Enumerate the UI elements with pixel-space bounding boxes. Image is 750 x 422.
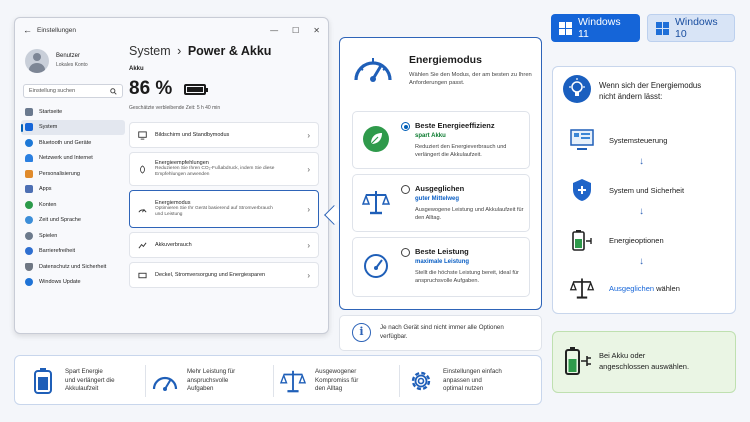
control-panel-icon <box>569 127 595 153</box>
benefit-text: Mehr Leistung für anspruchsvolle Aufgaben <box>187 368 236 393</box>
radio-selected[interactable] <box>401 122 410 131</box>
chevron-right-icon: › <box>307 130 310 140</box>
gear-icon <box>407 367 435 395</box>
divider <box>273 365 274 397</box>
battery-plug-icon <box>563 344 593 378</box>
battery-icon <box>184 84 206 95</box>
sidebar-item-konten[interactable]: Konten <box>21 197 125 213</box>
scale-icon <box>569 275 595 301</box>
lightbulb-icon <box>563 75 591 103</box>
sidebar-item-apps[interactable]: Apps <box>21 182 125 198</box>
chart-icon <box>138 241 147 250</box>
minimize-button[interactable]: — <box>270 25 279 35</box>
account-icon <box>25 201 33 209</box>
card-title: Akkuverbrauch <box>155 242 192 248</box>
scale-icon <box>361 187 391 217</box>
divider <box>399 365 400 397</box>
sidebar-item-personalisierung[interactable]: Personalisierung <box>21 166 125 182</box>
divider <box>145 365 146 397</box>
benefit-text: Ausgewogener Kompromiss für den Alltag <box>315 368 359 393</box>
benefit-einstellungen <box>407 363 502 399</box>
title-bar <box>15 18 328 42</box>
shield-icon <box>25 263 33 271</box>
energiemodus-panel <box>339 37 542 310</box>
card-energieempfehlungen[interactable] <box>129 152 319 186</box>
card-energiemodus[interactable] <box>129 190 319 228</box>
panel-description: Wählen Sie den Modus, der am besten zu Ihren Anforderungen passt. <box>409 72 532 86</box>
brush-icon <box>25 170 33 178</box>
card-deckel[interactable] <box>129 262 319 288</box>
badge-label: Windows 11 <box>578 16 621 40</box>
accessibility-icon <box>25 247 33 255</box>
option-ausgeglichen[interactable] <box>352 174 530 232</box>
battery-percent: 86 % <box>129 78 173 99</box>
benefit-kompromiss <box>279 363 358 399</box>
main-content <box>129 42 329 288</box>
home-icon <box>25 108 33 116</box>
windows-11-badge <box>551 14 640 42</box>
option-description: Ausgewogene Leistung und Akkulaufzeit für den Alltag. <box>415 207 524 221</box>
troubleshoot-panel <box>552 66 736 314</box>
card-title: Bildschirm und Standbymodus <box>155 132 230 138</box>
gauge-icon <box>361 250 391 280</box>
option-beste-leistung[interactable] <box>352 237 530 297</box>
benefit-energie <box>29 363 115 399</box>
search-input[interactable] <box>23 84 123 98</box>
option-description: Reduziert den Energieverbrauch und verlängert die Akkulaufzeit. <box>415 144 507 158</box>
benefits-strip <box>14 355 542 405</box>
search-placeholder: Einstellung suchen <box>29 88 76 94</box>
breadcrumb <box>129 44 329 58</box>
step-label: Energieoptionen <box>609 235 664 245</box>
settings-window <box>14 17 329 334</box>
update-icon <box>25 278 33 286</box>
card-subtitle: Optimieren Sie Ihr Gerät basierend auf Stromverbrauch und Leistung <box>155 206 273 217</box>
step-label: Ausgeglichen wählen <box>609 283 680 293</box>
leaf-icon <box>361 124 391 154</box>
akku-hint-text: Bei Akku oder angeschlossen auswählen. <box>599 351 690 371</box>
sidebar-item-zeit[interactable]: Zeit und Sprache <box>21 213 125 229</box>
step-label: Systemsteuerung <box>609 135 668 145</box>
chevron-right-icon: › <box>307 240 310 250</box>
gauge-icon <box>151 367 179 395</box>
sidebar-nav <box>15 104 125 290</box>
akku-heading: Akku <box>129 66 144 72</box>
back-arrow-icon[interactable]: ← <box>23 25 32 35</box>
note-text: Je nach Gerät sind nicht immer alle Optionen verfügbar. <box>380 324 504 340</box>
maximize-button[interactable]: ☐ <box>292 25 300 35</box>
system-icon <box>25 123 33 131</box>
step-energieoptionen <box>569 227 729 253</box>
clock-icon <box>25 216 33 224</box>
battery-icon <box>29 367 57 395</box>
card-bildschirm[interactable] <box>129 122 319 148</box>
page-title: Power & Akku <box>187 44 272 58</box>
option-subtitle: guter Mittelweg <box>415 196 460 202</box>
option-beste-energieeffizienz[interactable] <box>352 111 530 169</box>
step-system-sicherheit <box>569 177 729 203</box>
sidebar-item-bluetooth[interactable]: Bluetooth und Geräte <box>21 135 125 151</box>
chevron-right-icon: › <box>307 204 310 214</box>
monitor-icon <box>138 131 147 140</box>
bluetooth-icon <box>25 139 33 147</box>
card-subtitle: Reduzieren Sie Ihren CO₂-Fußabdruck, indem Sie diese Empfehlungen anwenden <box>155 166 275 177</box>
benefit-text: Einstellungen einfach anpassen und optimal nutzen <box>443 368 502 393</box>
sidebar-item-spielen[interactable]: Spielen <box>21 228 125 244</box>
sidebar-item-datenschutz[interactable]: Datenschutz und Sicherheit <box>21 259 125 275</box>
power-icon <box>138 271 147 280</box>
breadcrumb-separator: › <box>177 44 182 58</box>
sidebar-item-barrierefreiheit[interactable]: Barrierefreiheit <box>21 244 125 260</box>
panel-title: Energiemodus <box>409 54 482 66</box>
step-systemsteuerung <box>569 127 729 153</box>
availability-note <box>339 315 542 351</box>
windows-logo-icon <box>559 22 572 35</box>
user-name: Benutzer <box>56 53 81 59</box>
account-type: Lokales Konto <box>56 62 88 68</box>
akku-hint <box>552 331 736 393</box>
search-icon <box>110 88 117 95</box>
remaining-time: Geschätzte verbleibende Zeit: 5 h 40 min <box>129 105 221 111</box>
shield-icon <box>569 177 595 203</box>
info-icon: i <box>352 323 371 342</box>
option-subtitle: maximale Leistung <box>415 259 470 265</box>
apps-icon <box>25 185 33 193</box>
card-akkuverbrauch[interactable] <box>129 232 319 258</box>
close-button[interactable]: ✕ <box>313 25 320 35</box>
arrow-down-icon: ↓ <box>639 156 644 167</box>
speedometer-icon <box>352 50 394 84</box>
option-title: Beste Energieeffizienz <box>415 121 495 130</box>
card-title: Deckel, Stromversorgung und Energiesparen <box>155 272 266 278</box>
radio-unselected[interactable] <box>401 248 410 257</box>
windows-10-badge <box>647 14 735 42</box>
badge-label: Windows 10 <box>675 16 718 40</box>
sidebar-item-startseite[interactable]: Startseite <box>21 104 125 120</box>
option-description: Stellt die höchste Leistung bereit, ideal für anspruchsvolle Aufgaben. <box>415 270 519 284</box>
window-title: Einstellungen <box>37 26 77 34</box>
sidebar-item-system[interactable]: System <box>21 120 125 136</box>
flow-title: Wenn sich der Energiemodus nicht ändern lässt: <box>599 81 702 101</box>
radio-unselected[interactable] <box>401 185 410 194</box>
arrow-down-icon: ↓ <box>639 206 644 217</box>
sidebar-item-netzwerk[interactable]: Netzwerk und Internet <box>21 151 125 167</box>
option-subtitle: spart Akku <box>415 133 446 139</box>
card-title: Energiemodus <box>155 200 191 206</box>
option-title: Ausgeglichen <box>415 184 465 193</box>
sidebar-item-windows-update[interactable]: Windows Update <box>21 275 125 291</box>
step-ausgeglichen <box>569 275 729 301</box>
leaf-icon <box>138 165 147 174</box>
battery-fill <box>187 87 202 92</box>
network-icon <box>25 154 33 162</box>
windows-logo-icon <box>656 22 669 35</box>
chevron-right-icon: › <box>307 164 310 174</box>
step-label: System und Sicherheit <box>609 185 685 195</box>
card-title: Energieempfehlungen <box>155 160 209 166</box>
avatar <box>25 49 49 73</box>
gamepad-icon <box>25 232 33 240</box>
option-title: Beste Leistung <box>415 247 469 256</box>
scale-icon <box>279 367 307 395</box>
benefit-leistung <box>151 363 235 399</box>
benefit-text: Spart Energie und verlängert die Akkulaufzeit <box>65 368 115 393</box>
gauge-icon <box>138 205 147 214</box>
arrow-down-icon: ↓ <box>639 256 644 267</box>
chevron-right-icon: › <box>307 270 310 280</box>
breadcrumb-parent[interactable]: System <box>129 44 171 58</box>
battery-plug-icon <box>569 227 595 253</box>
